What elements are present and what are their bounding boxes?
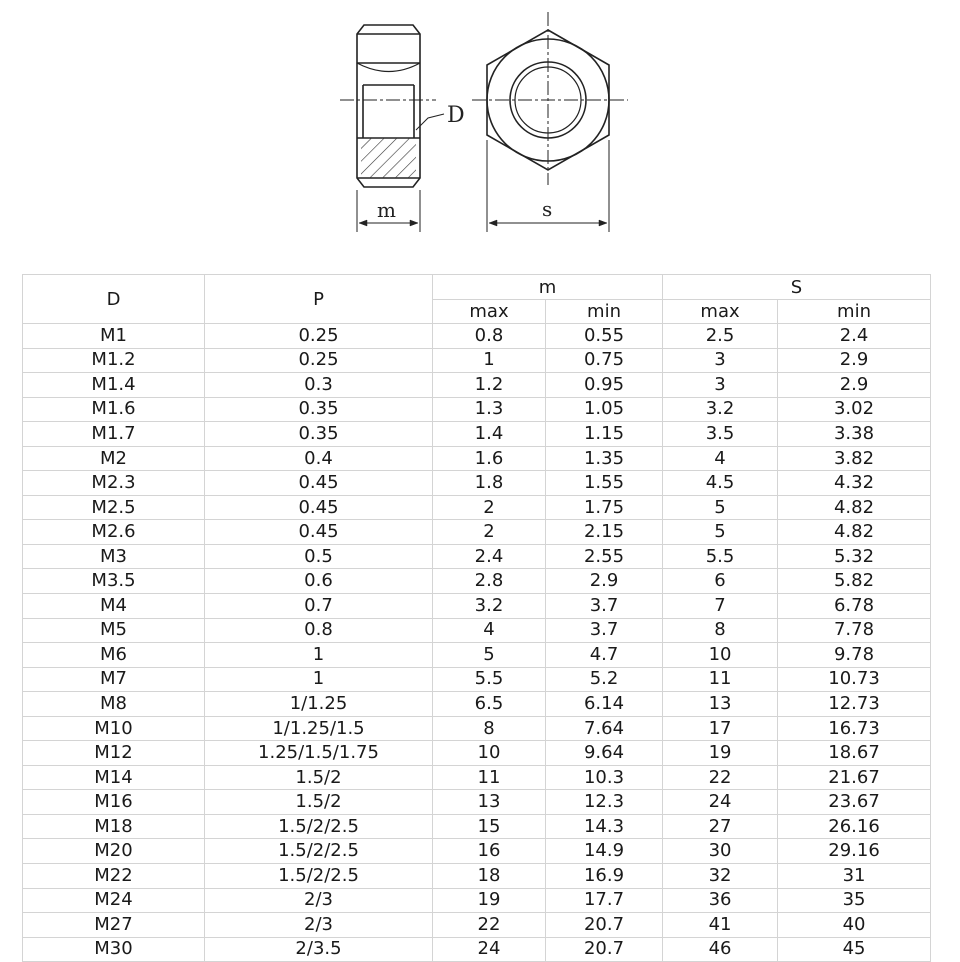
- label-m: m: [377, 198, 396, 222]
- table-row: [23, 839, 931, 864]
- cell-d: M8: [23, 692, 205, 717]
- table-row: [23, 348, 931, 373]
- cell-m-max: 5.5: [433, 667, 546, 692]
- cell-d: M1.7: [23, 422, 205, 447]
- cell-s-max: 24: [663, 790, 778, 815]
- table-row: [23, 790, 931, 815]
- cell-d: M1.2: [23, 348, 205, 373]
- cell-m-max: 6.5: [433, 692, 546, 717]
- cell-m-max: 3.2: [433, 594, 546, 619]
- cell-m-max: 4: [433, 618, 546, 643]
- cell-d: M2: [23, 446, 205, 471]
- table-body: [23, 324, 931, 962]
- cell-s-max: 13: [663, 692, 778, 717]
- table-row: [23, 594, 931, 619]
- cell-s-min: 4.82: [778, 520, 931, 545]
- cell-m-min: 20.7: [546, 937, 663, 962]
- cell-m-max: 13: [433, 790, 546, 815]
- cell-m-max: 2: [433, 520, 546, 545]
- cell-m-min: 10.3: [546, 765, 663, 790]
- cell-d: M7: [23, 667, 205, 692]
- cell-p: 0.35: [205, 397, 433, 422]
- cell-s-max: 36: [663, 888, 778, 913]
- cell-m-max: 22: [433, 913, 546, 938]
- cell-d: M6: [23, 643, 205, 668]
- cell-s-min: 35: [778, 888, 931, 913]
- cell-d: M1: [23, 324, 205, 349]
- cell-s-min: 4.82: [778, 495, 931, 520]
- cell-m-max: 1.3: [433, 397, 546, 422]
- cell-d: M3: [23, 544, 205, 569]
- cell-m-max: 18: [433, 864, 546, 889]
- cell-p: 1: [205, 643, 433, 668]
- cell-p: 1.5/2/2.5: [205, 814, 433, 839]
- cell-p: 1.5/2/2.5: [205, 839, 433, 864]
- cell-m-max: 19: [433, 888, 546, 913]
- cell-s-max: 41: [663, 913, 778, 938]
- cell-p: 2/3: [205, 913, 433, 938]
- table-row: [23, 618, 931, 643]
- cell-s-min: 9.78: [778, 643, 931, 668]
- cell-s-max: 3.2: [663, 397, 778, 422]
- cell-d: M2.6: [23, 520, 205, 545]
- table-row: [23, 446, 931, 471]
- cell-m-max: 5: [433, 643, 546, 668]
- cell-d: M18: [23, 814, 205, 839]
- cell-s-min: 16.73: [778, 716, 931, 741]
- cell-m-min: 12.3: [546, 790, 663, 815]
- cell-m-min: 0.95: [546, 373, 663, 398]
- cell-s-max: 4: [663, 446, 778, 471]
- cell-m-max: 24: [433, 937, 546, 962]
- label-d: D: [447, 103, 465, 128]
- cell-s-max: 3: [663, 373, 778, 398]
- cell-p: 1.25/1.5/1.75: [205, 741, 433, 766]
- cell-d: M5: [23, 618, 205, 643]
- cell-p: 0.4: [205, 446, 433, 471]
- cell-s-min: 2.9: [778, 373, 931, 398]
- cell-d: M27: [23, 913, 205, 938]
- cell-m-min: 2.15: [546, 520, 663, 545]
- cell-m-min: 4.7: [546, 643, 663, 668]
- cell-p: 2/3: [205, 888, 433, 913]
- table-row: [23, 569, 931, 594]
- cell-s-max: 32: [663, 864, 778, 889]
- cell-m-max: 1.8: [433, 471, 546, 496]
- header-d: D: [23, 275, 205, 324]
- table-row: [23, 373, 931, 398]
- cell-m-min: 14.3: [546, 814, 663, 839]
- cell-s-min: 6.78: [778, 594, 931, 619]
- cell-p: 0.25: [205, 324, 433, 349]
- cell-m-min: 1.15: [546, 422, 663, 447]
- table-row: [23, 324, 931, 349]
- cell-m-min: 5.2: [546, 667, 663, 692]
- cell-s-max: 5: [663, 520, 778, 545]
- cell-p: 0.6: [205, 569, 433, 594]
- cell-s-max: 3: [663, 348, 778, 373]
- cell-s-max: 19: [663, 741, 778, 766]
- cell-m-max: 0.8: [433, 324, 546, 349]
- cell-p: 0.45: [205, 495, 433, 520]
- table-row: [23, 741, 931, 766]
- cell-m-max: 15: [433, 814, 546, 839]
- table-row: [23, 716, 931, 741]
- cell-d: M14: [23, 765, 205, 790]
- cell-d: M1.4: [23, 373, 205, 398]
- cell-m-max: 8: [433, 716, 546, 741]
- header-m-max: max: [433, 300, 546, 324]
- cell-m-min: 1.75: [546, 495, 663, 520]
- cell-m-max: 2.8: [433, 569, 546, 594]
- cell-s-max: 2.5: [663, 324, 778, 349]
- cell-d: M3.5: [23, 569, 205, 594]
- cell-s-min: 40: [778, 913, 931, 938]
- cell-m-max: 2: [433, 495, 546, 520]
- cell-m-min: 16.9: [546, 864, 663, 889]
- cell-s-min: 29.16: [778, 839, 931, 864]
- cell-m-min: 1.55: [546, 471, 663, 496]
- table-row: [23, 765, 931, 790]
- cell-s-max: 27: [663, 814, 778, 839]
- cell-s-max: 8: [663, 618, 778, 643]
- cell-s-min: 3.82: [778, 446, 931, 471]
- cell-p: 1.5/2: [205, 790, 433, 815]
- cell-s-min: 26.16: [778, 814, 931, 839]
- header-s-max: max: [663, 300, 778, 324]
- cell-d: M20: [23, 839, 205, 864]
- cell-s-min: 45: [778, 937, 931, 962]
- cell-m-max: 10: [433, 741, 546, 766]
- table-row: [23, 471, 931, 496]
- cell-d: M16: [23, 790, 205, 815]
- cell-m-min: 20.7: [546, 913, 663, 938]
- cell-m-min: 3.7: [546, 594, 663, 619]
- cell-s-max: 3.5: [663, 422, 778, 447]
- cell-p: 0.3: [205, 373, 433, 398]
- cell-s-min: 10.73: [778, 667, 931, 692]
- table-row: [23, 692, 931, 717]
- table-row: [23, 814, 931, 839]
- cell-s-min: 12.73: [778, 692, 931, 717]
- cell-s-max: 5: [663, 495, 778, 520]
- cell-s-min: 4.32: [778, 471, 931, 496]
- cell-s-max: 4.5: [663, 471, 778, 496]
- cell-s-max: 10: [663, 643, 778, 668]
- cell-m-max: 1.6: [433, 446, 546, 471]
- cell-s-min: 5.32: [778, 544, 931, 569]
- cell-s-min: 2.9: [778, 348, 931, 373]
- cell-d: M4: [23, 594, 205, 619]
- cell-p: 1/1.25/1.5: [205, 716, 433, 741]
- header-m: m: [433, 275, 663, 300]
- cell-m-max: 16: [433, 839, 546, 864]
- cell-m-min: 1.05: [546, 397, 663, 422]
- cell-p: 0.45: [205, 471, 433, 496]
- cell-d: M10: [23, 716, 205, 741]
- cell-m-min: 3.7: [546, 618, 663, 643]
- cell-m-max: 1: [433, 348, 546, 373]
- table-row: [23, 913, 931, 938]
- cell-m-min: 9.64: [546, 741, 663, 766]
- cell-m-min: 1.35: [546, 446, 663, 471]
- header-m-min: min: [546, 300, 663, 324]
- table-row: [23, 888, 931, 913]
- cell-m-min: 2.9: [546, 569, 663, 594]
- cell-s-min: 21.67: [778, 765, 931, 790]
- cell-d: M24: [23, 888, 205, 913]
- cell-p: 0.7: [205, 594, 433, 619]
- cell-d: M22: [23, 864, 205, 889]
- header-p: P: [205, 275, 433, 324]
- cell-s-min: 7.78: [778, 618, 931, 643]
- cell-m-min: 7.64: [546, 716, 663, 741]
- cell-p: 0.45: [205, 520, 433, 545]
- cell-p: 0.5: [205, 544, 433, 569]
- cell-m-max: 11: [433, 765, 546, 790]
- cell-s-min: 2.4: [778, 324, 931, 349]
- cell-s-min: 23.67: [778, 790, 931, 815]
- label-s: s: [542, 197, 553, 221]
- table-row: [23, 937, 931, 962]
- cell-s-max: 17: [663, 716, 778, 741]
- cell-d: M30: [23, 937, 205, 962]
- cell-s-max: 7: [663, 594, 778, 619]
- cell-d: M2.3: [23, 471, 205, 496]
- cell-p: 0.25: [205, 348, 433, 373]
- cell-s-max: 11: [663, 667, 778, 692]
- table-row: [23, 495, 931, 520]
- cell-d: M1.6: [23, 397, 205, 422]
- cell-s-min: 3.02: [778, 397, 931, 422]
- cell-s-min: 31: [778, 864, 931, 889]
- cell-p: 1.5/2/2.5: [205, 864, 433, 889]
- cell-m-max: 1.4: [433, 422, 546, 447]
- cell-s-max: 22: [663, 765, 778, 790]
- cell-s-min: 5.82: [778, 569, 931, 594]
- cell-m-min: 0.75: [546, 348, 663, 373]
- header-s: S: [663, 275, 931, 300]
- cell-p: 1: [205, 667, 433, 692]
- cell-m-min: 14.9: [546, 839, 663, 864]
- nut-dimension-table: [22, 274, 931, 962]
- cell-s-max: 6: [663, 569, 778, 594]
- table-row: [23, 643, 931, 668]
- cell-m-min: 2.55: [546, 544, 663, 569]
- table-row: [23, 397, 931, 422]
- cell-d: M2.5: [23, 495, 205, 520]
- table-row: [23, 667, 931, 692]
- table-row: [23, 544, 931, 569]
- cell-s-max: 46: [663, 937, 778, 962]
- cell-s-min: 3.38: [778, 422, 931, 447]
- hex-nut-drawing: [0, 0, 960, 270]
- table-row: [23, 520, 931, 545]
- cell-d: M12: [23, 741, 205, 766]
- cell-m-max: 1.2: [433, 373, 546, 398]
- cell-s-max: 5.5: [663, 544, 778, 569]
- cell-m-min: 17.7: [546, 888, 663, 913]
- cell-p: 1/1.25: [205, 692, 433, 717]
- cell-m-max: 2.4: [433, 544, 546, 569]
- cell-s-min: 18.67: [778, 741, 931, 766]
- cell-m-min: 6.14: [546, 692, 663, 717]
- cell-p: 0.8: [205, 618, 433, 643]
- cell-s-max: 30: [663, 839, 778, 864]
- cell-m-min: 0.55: [546, 324, 663, 349]
- cell-p: 1.5/2: [205, 765, 433, 790]
- cell-p: 2/3.5: [205, 937, 433, 962]
- table-row: [23, 422, 931, 447]
- header-s-min: min: [778, 300, 931, 324]
- table-row: [23, 864, 931, 889]
- cell-p: 0.35: [205, 422, 433, 447]
